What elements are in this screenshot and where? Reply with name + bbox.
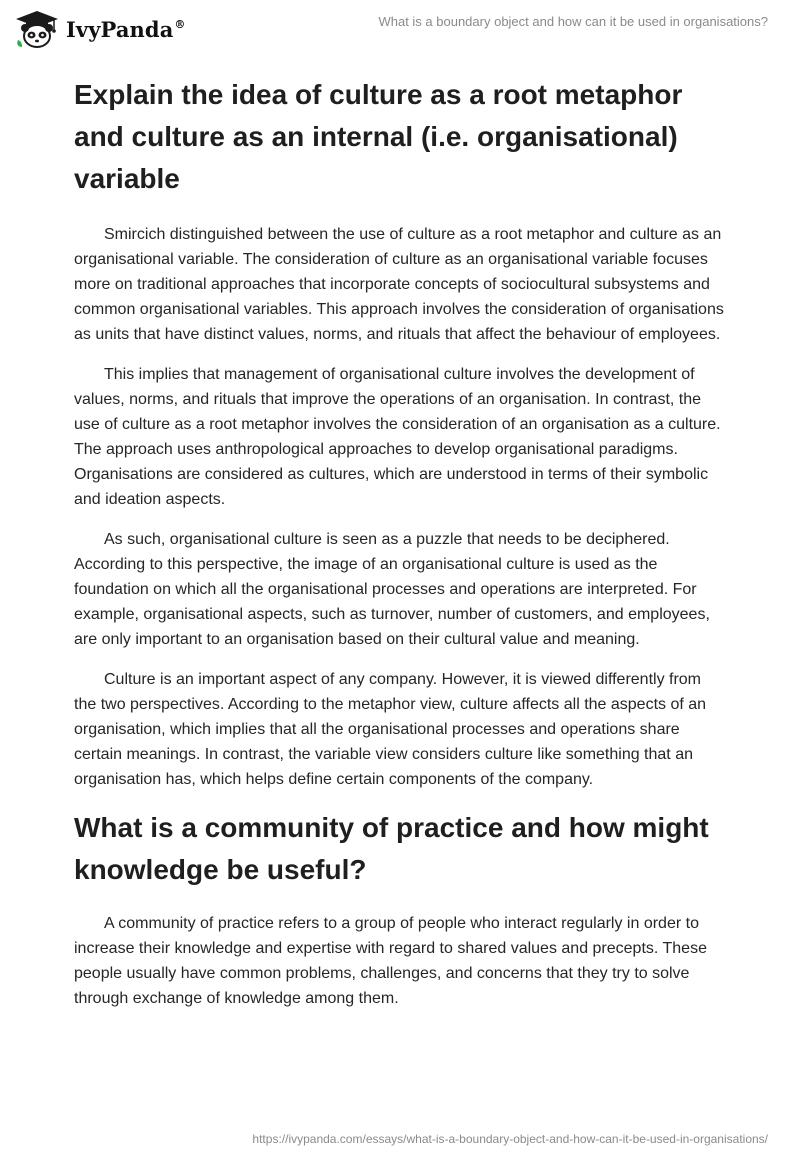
paragraph: Smircich distinguished between the use of culture as a root metaphor and culture as an organisational variable. The consideration of culture as an organisational variable focuses more on traditional approaches that incorporate concepts of sociocultural subsystems and common organisational variables. This approach involves the consideration of organisations as units that have distinct values, norms, and rituals that affect the behaviour of employees.: [74, 226, 724, 343]
brand-name: [66, 17, 186, 42]
panda-graduate-icon: [14, 9, 60, 49]
page-header: [0, 0, 800, 62]
paragraph: This implies that management of organisational culture involves the development of values, norms, and rituals that improve the operations of an organisation. In contrast, the use of culture as a root metaphor involves the consideration of an organisation as a culture. The approach uses anthropological approaches to develop organisational paradigms. Organisations are considered as cultures, which are understood in terms of their symbolic and ideation aspects.: [74, 366, 721, 508]
brand-name-text: IvyPanda: [66, 16, 174, 42]
registered-mark: ®: [174, 17, 186, 31]
document-title: What is a boundary object and how can it be used in organisations?: [378, 14, 768, 29]
paragraph: As such, organisational culture is seen as a puzzle that needs to be deciphered. According to this perspective, the image of an organisational culture is used as the foundation on which all the organisational processes and operations are interpreted. For example, organisational aspects, such as turnover, number of customers, and employees, are only important to an organisation based on their cultural value and meaning.: [74, 531, 710, 648]
essay-content: [74, 70, 726, 1026]
section-heading: What is a community of practice and how might knowledge be useful?: [74, 812, 709, 885]
paragraph: Culture is an important aspect of any company. However, it is viewed differently from the two perspectives. According to the metaphor view, culture affects all the aspects of an organisation, which implies that all the organisational processes and operations share certain meanings. In contrast, the variable view considers culture like something that an organisation has, which helps define certain components of the company.: [74, 671, 707, 788]
ivypanda-logo[interactable]: [14, 9, 186, 49]
paragraph: A community of practice refers to a group of people who interact regularly in order to increase their knowledge and expertise with regard to shared values and precepts. These people usually have common problems, challenges, and concerns that they try to solve through exchange of knowledge among them.: [74, 915, 707, 1007]
source-url[interactable]: https://ivypanda.com/essays/what-is-a-boundary-object-and-how-can-it-be-used-in-organisations/: [252, 1132, 768, 1146]
section-heading: Explain the idea of culture as a root metaphor and culture as an internal (i.e. organisational) variable: [74, 79, 683, 194]
